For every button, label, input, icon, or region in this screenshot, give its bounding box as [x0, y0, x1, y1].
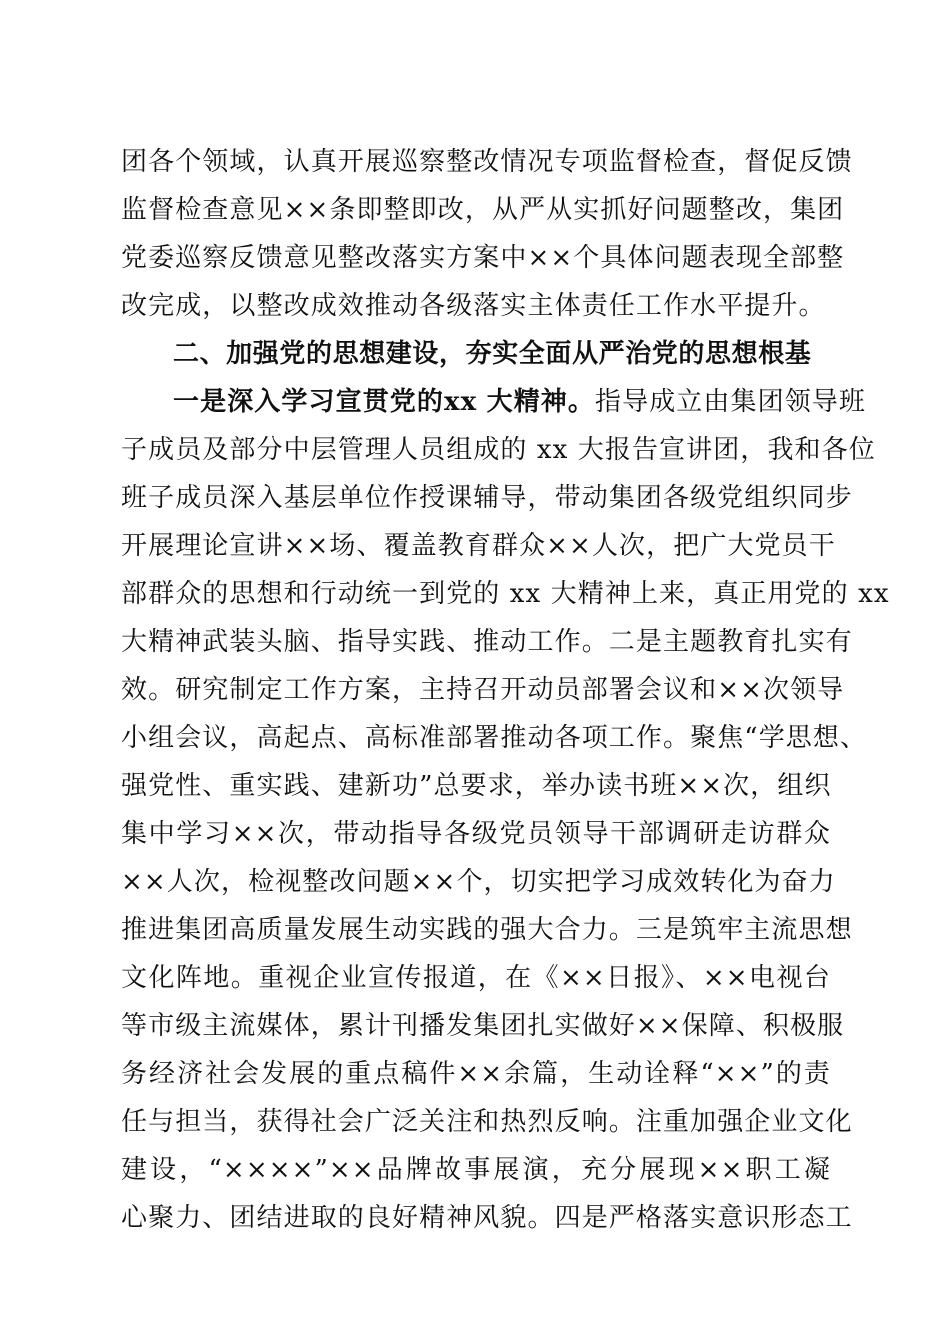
paragraph-line: 强党性、重实践、建新功”总要求，举办读书班××次，组织 [121, 771, 832, 801]
paragraph-line: 效。研究制定工作方案，主持召开动员部署会议和××次领导 [121, 675, 845, 705]
paragraph-line: 心聚力、团结进取的良好精神风貌。四是严格落实意识形态工 [121, 1203, 853, 1233]
paragraph-line: 建设，“××××”××品牌故事展演，充分展现××职工凝 [121, 1155, 831, 1185]
paragraph-line: 开展理论宣讲××场、覆盖教育群众××人次，把广大党员干 [121, 531, 836, 561]
paragraph-line: 集中学习××次，带动指导各级党员领导干部调研走访群众 [121, 819, 831, 849]
paragraph-line: 子成员及部分中层管理人员组成的 xx 大报告宣讲团，我和各位 [121, 435, 876, 465]
paragraph-line: 任与担当，获得社会广泛关注和热烈反响。注重加强企业文化 [121, 1107, 853, 1137]
paragraph-line: 部群众的思想和行动统一到党的 xx 大精神上来，真正用党的 xx [121, 579, 890, 609]
paragraph-line: 团各个领域，认真开展巡察整改情况专项监督检查，督促反馈 [121, 147, 853, 177]
paragraph-line: 党委巡察反馈意见整改落实方案中××个具体问题表现全部整 [121, 243, 845, 273]
paragraph-line: 改完成，以整改成效推动各级落实主体责任工作水平提升。 [121, 291, 826, 321]
paragraph-line: 大精神武装头脑、指导实践、推动工作。二是主题教育扎实有 [121, 627, 853, 657]
paragraph-first-line [173, 378, 867, 426]
paragraph-line: 小组会议，高起点、高标准部署推动各项工作。聚焦“学思想、 [121, 723, 868, 753]
paragraph-line: 等市级主流媒体，累计刊播发集团扎实做好××保障、积极服 [121, 1011, 845, 1041]
paragraph-line: 推进集团高质量发展生动实践的强大合力。三是筑牢主流思想 [121, 915, 853, 945]
paragraph-line: 班子成员深入基层单位作授课辅导，带动集团各级党组织同步 [121, 483, 853, 513]
bold-lead-end: 大精神。 [486, 387, 595, 417]
paragraph-line: 监督检查意见××条即整即改，从严从实抓好问题整改，集团 [121, 195, 845, 225]
bold-lead-xx: xx [444, 387, 478, 417]
first-line-rest: 指导成立由集团领导班 [595, 387, 867, 417]
bold-lead: 一是深入学习宣贯党的 [173, 387, 445, 417]
section-heading: 二、加强党的思想建设，夯实全面从严治党的思想根基 [173, 339, 812, 369]
paragraph-line: 文化阵地。重视企业宣传报道，在《××日报》、××电视台 [121, 963, 831, 993]
paragraph-line: ××人次，检视整改问题××个，切实把学习成效转化为奋力 [121, 867, 836, 897]
paragraph-line: 务经济社会发展的重点稿件××余篇，生动诠释“××”的责 [121, 1059, 831, 1089]
